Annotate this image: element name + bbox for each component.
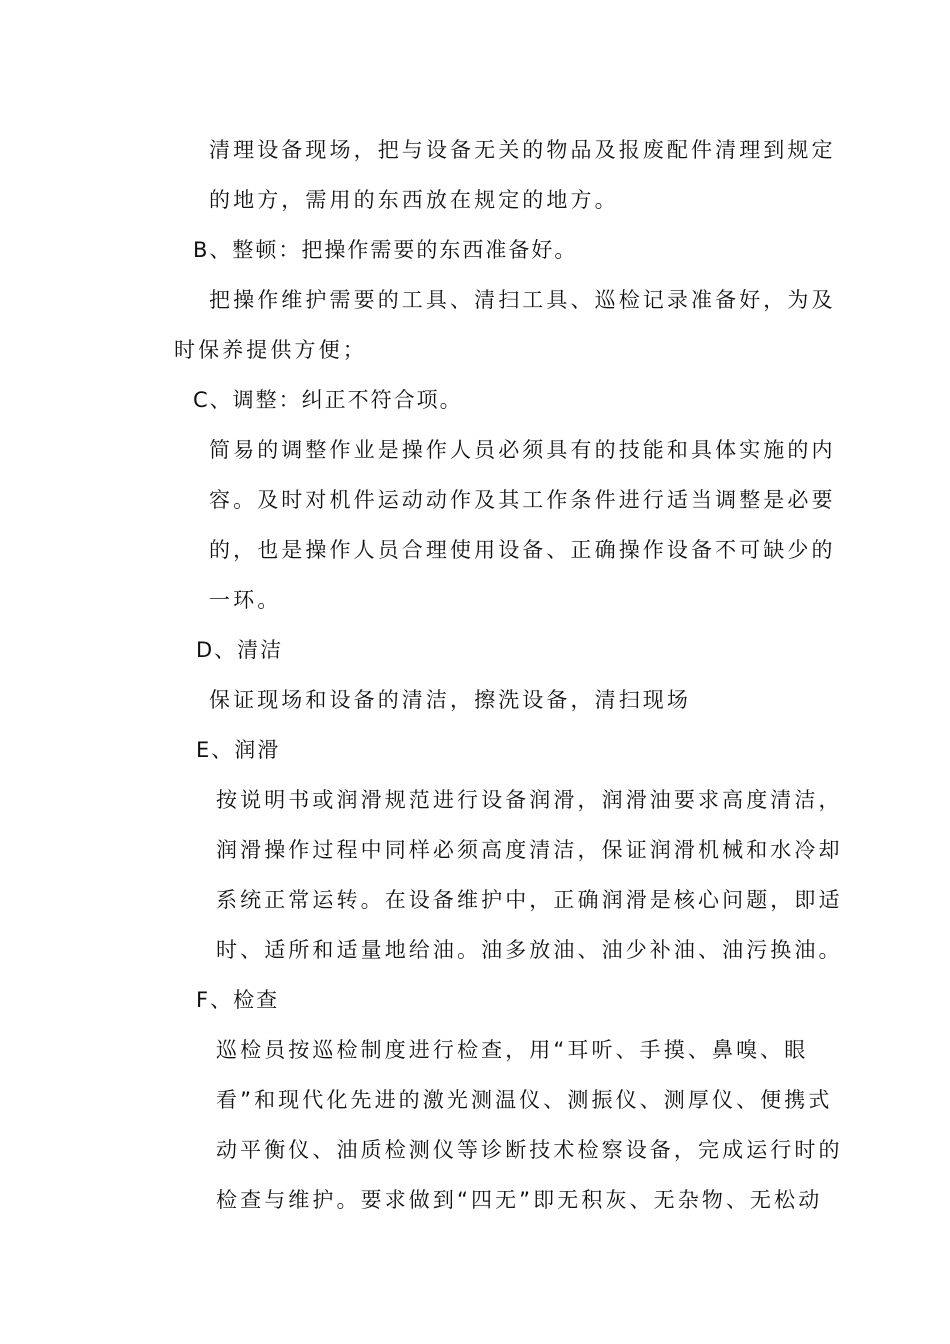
text-line: 清理设备现场，把与设备无关的物品及报废配件清理到规定 — [209, 138, 836, 162]
text-line: 按说明书或润滑规范进行设备润滑，润滑油要求高度清洁， — [216, 788, 843, 812]
text-line: 系统正常运转。在设备维护中，正确润滑是核心问题，即适 — [216, 888, 843, 912]
text-line: 的，也是操作人员合理使用设备、正确操作设备不可缺少的 — [209, 538, 836, 562]
text-line: 看”和现代化先进的激光测温仪、测振仪、测厚仪、便携式 — [216, 1088, 833, 1112]
text-line: 容。及时对机件运动动作及其工作条件进行适当调整是必要 — [209, 488, 836, 512]
text-line: 保证现场和设备的清洁，擦洗设备，清扫现场 — [209, 688, 691, 712]
section-heading: E、润滑 — [196, 738, 281, 762]
text-line: 巡检员按巡检制度进行检查，用“耳听、手摸、鼻嗅、眼 — [216, 1038, 809, 1062]
section-heading: C、调整：纠正不符合项。 — [193, 388, 463, 412]
text-line: 的地方，需用的东西放在规定的地方。 — [209, 188, 619, 212]
text-line: 检查与维护。要求做到“四无”即无积灰、无杂物、无松动 — [216, 1188, 823, 1212]
text-line: 把操作维护需要的工具、清扫工具、巡检记录准备好，为及 — [209, 288, 836, 312]
text-line: 简易的调整作业是操作人员必须具有的技能和具体实施的内 — [209, 438, 836, 462]
text-line: 时保养提供方便； — [174, 338, 367, 362]
text-line: 时、适所和适量地给油。油多放油、油少补油、油污换油。 — [216, 938, 843, 962]
section-heading: D、清洁 — [196, 638, 284, 662]
text-line: 一环。 — [209, 588, 282, 612]
text-line: 润滑操作过程中同样必须高度清洁，保证润滑机械和水冷却 — [216, 838, 843, 862]
section-heading: B、整顿：把操作需要的东西准备好。 — [193, 238, 578, 262]
text-line: 动平衡仪、油质检测仪等诊断技术检察设备，完成运行时的 — [216, 1138, 843, 1162]
section-heading: F、检查 — [196, 988, 280, 1012]
